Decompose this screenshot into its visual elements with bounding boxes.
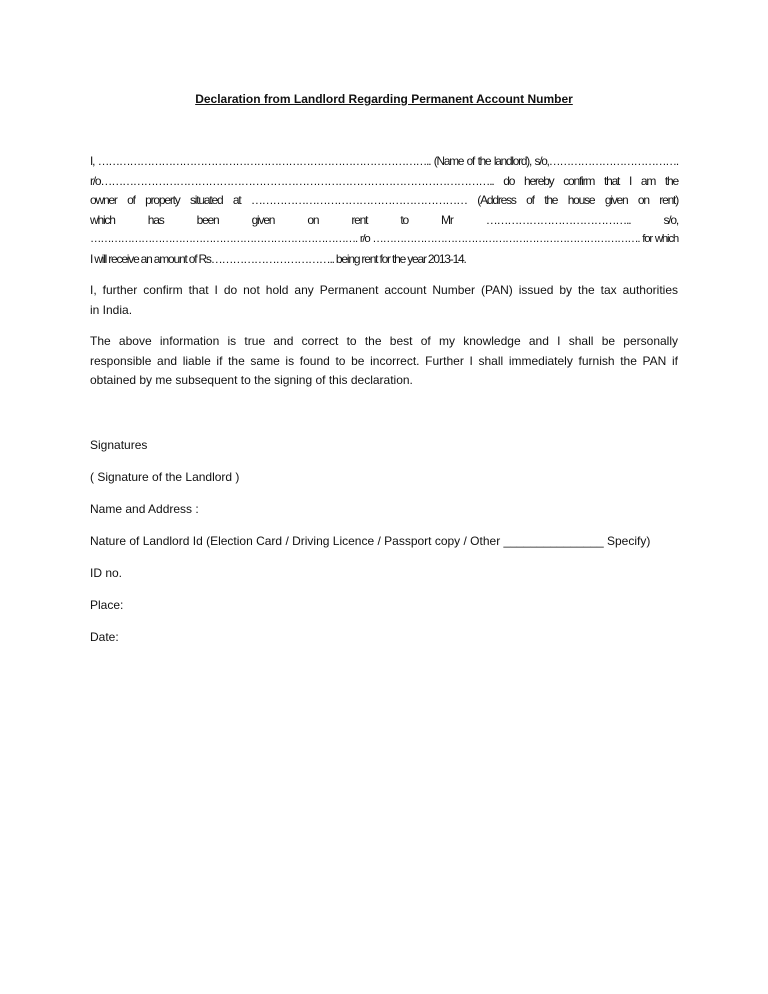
para1-line3: owner of property situated at …………………………………………………… (Address of the house given on rent) bbox=[90, 193, 678, 207]
para3-line1: The above information is true and correct to the best of my knowledge and I shall be personally bbox=[90, 334, 678, 348]
para3-line2: responsible and liable if the same is found to be incorrect. Further I shall immediately furnish the PAN if bbox=[90, 353, 678, 368]
para1-line4: which has been given on rent to Mr ………………………………….. s/o, bbox=[90, 212, 678, 227]
information-true-paragraph bbox=[90, 332, 678, 391]
signature-landlord-label: ( Signature of the Landlord ) bbox=[90, 470, 240, 484]
landlord-id-label: Nature of Landlord Id (Election Card / Driving Licence / Passport copy / Other _______________ Specify) bbox=[90, 534, 651, 548]
para1-line5: ……………………………………………………………………. r/o ……………………………………………………………………. for which bbox=[90, 233, 678, 245]
para2-line2: in India. bbox=[90, 302, 133, 317]
declaration-paragraph bbox=[90, 152, 678, 269]
id-no-label: ID no. bbox=[90, 566, 123, 580]
place-label: Place: bbox=[90, 598, 124, 612]
date-label: Date: bbox=[90, 630, 119, 644]
document-title: Declaration from Landlord Regarding Permanent Account Number bbox=[195, 92, 573, 106]
para1-line1: I, ………………………………………………………………………………….. (Name of the landlord), s/o,………………………………. bbox=[90, 154, 678, 168]
para3-line3: obtained by me subsequent to the signing of this declaration. bbox=[90, 373, 413, 387]
para1-line2: r/o……………………………………………………………………………………………….. do hereby confirm that I am the bbox=[90, 173, 678, 188]
para1-line6: I will receive an amount of Rs…………………………….. being rent for the year 2013-14. bbox=[90, 251, 466, 266]
name-address-label: Name and Address : bbox=[90, 502, 199, 516]
signatures-label: Signatures bbox=[90, 438, 148, 452]
pan-confirmation-paragraph bbox=[90, 281, 678, 320]
para2-line1: I, further confirm that I do not hold any Permanent account Number (PAN) issued by the tax authorities bbox=[90, 283, 678, 297]
